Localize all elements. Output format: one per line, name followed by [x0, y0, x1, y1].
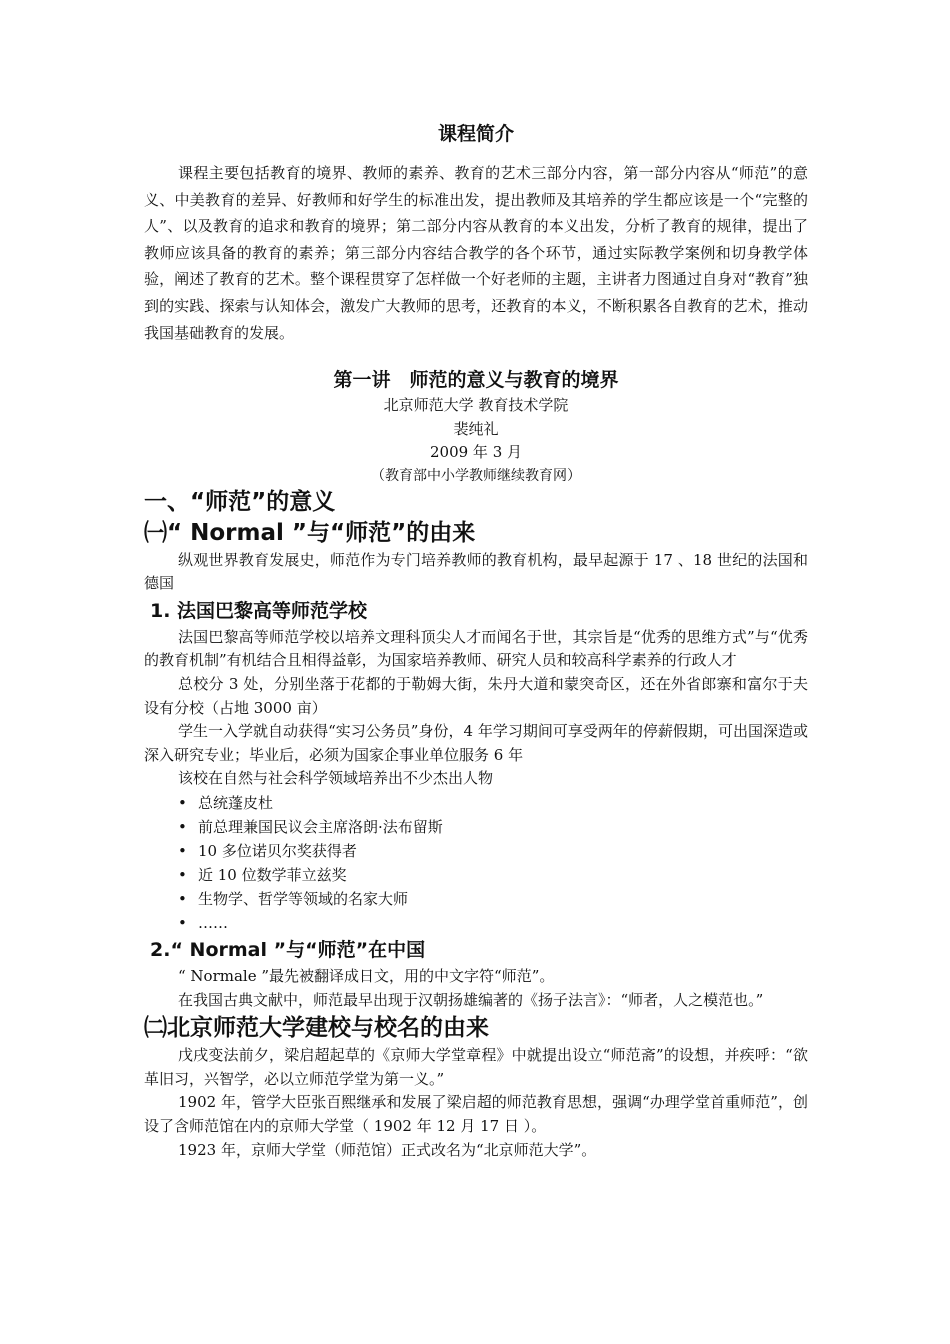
- list-item: • 总统蓬皮杜: [144, 791, 808, 815]
- bullet-icon: •: [178, 842, 187, 860]
- section-heading: 一、“师范”的意义: [144, 488, 336, 515]
- bullet-icon: •: [178, 866, 187, 884]
- paragraph: 1902 年，管学大臣张百熙继承和发展了梁启超的师范教育思想，强调“办理学堂首重师范”，创设了含师范馆在内的京师大学堂（ 1902 年 12 月 17 日 ）。: [144, 1093, 808, 1135]
- bullet-icon: •: [178, 794, 187, 812]
- paragraph: 纵观世界教育发展史，师范作为专门培养教师的教育机构，最早起源于 17 、18 世纪的法国和德国: [144, 550, 808, 593]
- lecture-title: 第一讲 师范的意义与教育的境界: [333, 369, 619, 392]
- course-title: 课程简介: [437, 123, 514, 145]
- paragraph: 戊戌变法前夕，梁启超起草的《京师大学堂章程》中就提出设立“师范斋”的设想，并疾呼：“欲革旧习，兴智学，必以立师范学堂为第一义。”: [144, 1046, 808, 1088]
- paragraph: 1923 年，京师大学堂（师范馆）正式改名为“北京师范大学”。: [178, 1140, 597, 1159]
- lecture-institution: 北京师范大学 教育技术学院: [383, 396, 569, 415]
- paragraph: 学生一入学就自动获得“实习公务员”身份，4 年学习期间可享受两年的停薪假期，可出国深造或深入研究专业；毕业后，必须为国家企事业单位服务 6 年: [144, 722, 808, 764]
- document-body: [144, 118, 808, 1162]
- lecture-source: （教育部中小学教师继续教育网）: [371, 467, 581, 484]
- bullet-icon: •: [178, 890, 187, 908]
- lecture-author: 裴纯礼: [453, 419, 499, 438]
- paragraph: 法国巴黎高等师范学校以培养文理科顶尖人才而闻名于世，其宗旨是“优秀的思维方式”与“优秀的教育机制”有机结合且相得益彰，为国家培养教师、研究人员和较高科学素养的行政人才: [144, 627, 808, 670]
- paragraph: 该校在自然与社会科学领域培养出不少杰出人物: [178, 769, 494, 788]
- paragraph: “ Normale ”最先被翻译成日文，用的中文字符“师范”。: [178, 967, 555, 985]
- bullet-icon: •: [178, 914, 187, 932]
- list-item: • 前总理兼国民议会主席洛朗·法布留斯: [144, 815, 808, 839]
- list-item: • ……: [144, 911, 808, 935]
- paragraph: 总校分 3 处，分别坐落于花都的于勒姆大街，朱丹大道和蒙突奇区，还在外省郎寨和富尔于夫设有分校（占地 3000 亩）: [144, 675, 808, 717]
- course-intro: 课程主要包括教育的境界、教师的素养、教育的艺术三部分内容，第一部分内容从“师范”的意义、中美教育的差异、好教师和好学生的标准出发，提出教师及其培养的学生都应该是一个“完整的人”、以及教育的追求和教育的境界；第二部分内容从教育的本义出发，分析了教育的规律，提出了教师应该具备的教育的素养；第三部分内容结合教学的各个环节，通过实际教学案例和切身教学体验，阐述了教育的艺术。整个课程贯穿了怎样做一个好老师的主题，主讲者力图通过自身对“教育”独到的实践、探索与认知体会，激发广大教师的思考，还教育的本义，不断积累各自教育的艺术，推动我国基础教育的发展。: [144, 164, 808, 342]
- list-item: • 近 10 位数学菲立兹奖: [144, 863, 808, 887]
- lecture-date: 2009 年 3 月: [429, 443, 523, 462]
- list-item: • 生物学、哲学等领域的名家大师: [144, 887, 808, 911]
- alumni-list: [144, 791, 808, 935]
- bullet-icon: •: [178, 818, 187, 836]
- subsection-heading-2: ㈡北京师范大学建校与校名的由来: [144, 1015, 489, 1042]
- list-item: • 10 多位诺贝尔奖获得者: [144, 839, 808, 863]
- subsection-heading-1: ㈠“ Normal ”与“师范”的由来: [144, 519, 476, 546]
- paragraph: 在我国古典文献中，师范最早出现于汉朝扬雄编著的《扬子法言》：“师者，人之模范也。”: [178, 990, 764, 1009]
- part-heading-1: 1. 法国巴黎高等师范学校: [150, 599, 368, 622]
- part-heading-2: 2.“ Normal ”与“师范”在中国: [150, 939, 426, 961]
